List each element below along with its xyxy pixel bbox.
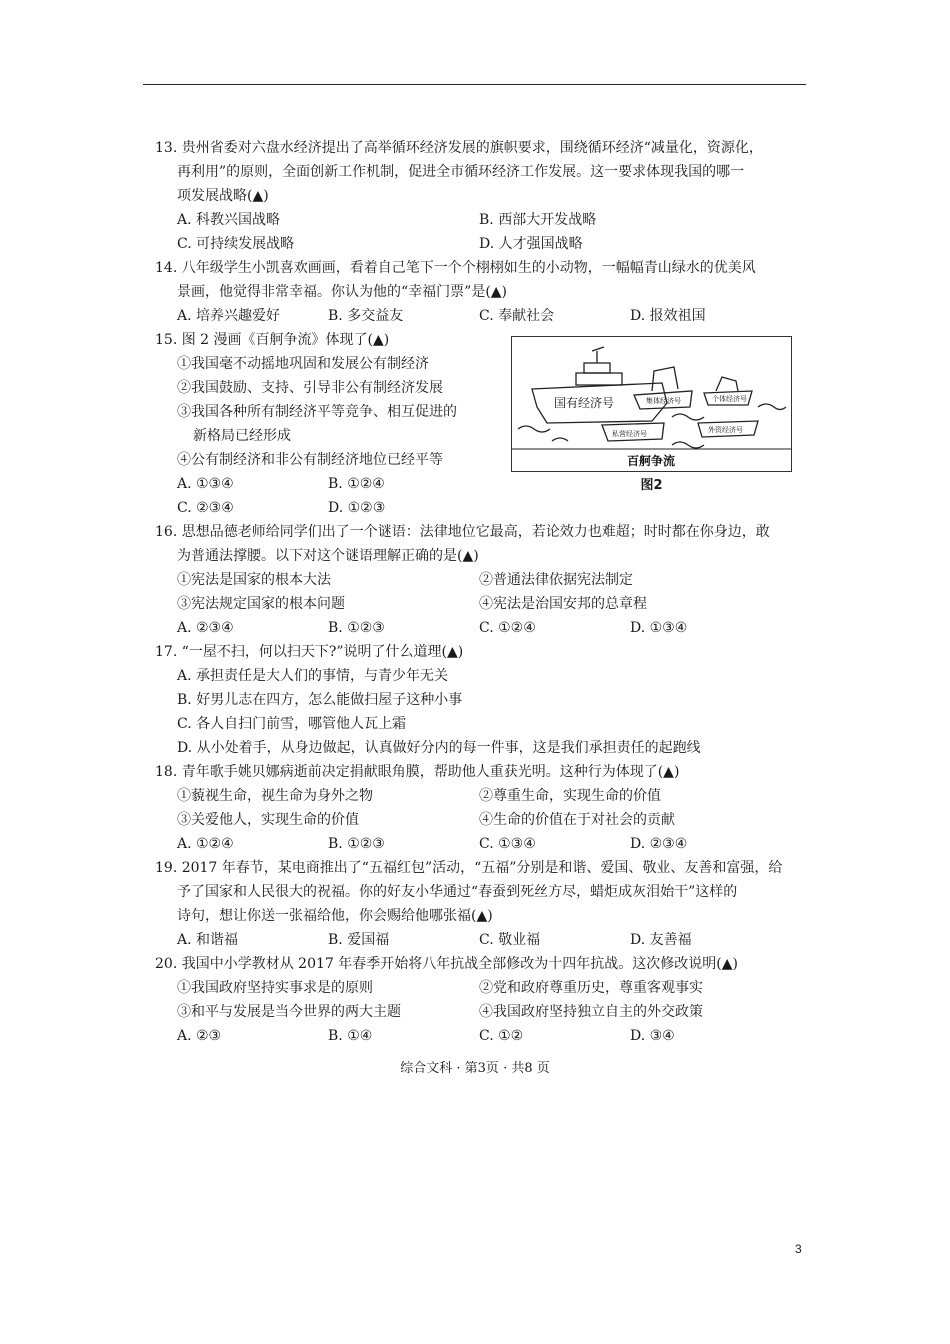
question-text: 再利用”的原则，全面创新工作机制，促进全市循环经济工作发展。这一要求体现我国的哪一: [177, 164, 745, 180]
options-row: [155, 304, 805, 328]
statement: 新格局已经形成: [193, 428, 291, 444]
option-d: D. 友善福: [630, 932, 692, 948]
ship-private-label: 私营经济号: [612, 430, 647, 438]
question-20: [155, 952, 805, 1048]
question-text: 17. “一屋不扫，何以扫天下?”说明了什么道理(▲): [155, 644, 464, 660]
question-text: 15. 图 2 漫画《百舸争流》体现了(▲): [155, 332, 390, 348]
question-19: [155, 856, 805, 952]
option-c: C. ②③④: [177, 500, 234, 516]
statement: ①我国毫不动摇地巩固和发展公有制经济: [177, 356, 429, 372]
wave: [518, 426, 550, 432]
option-c: C. ①②④: [479, 620, 536, 636]
question-text: 19. 2017 年春节，某电商推出了“五福红包”活动，“五福”分别是和谐、爱国、敬业、友善和富强，给: [155, 860, 783, 876]
question-13: [155, 136, 805, 256]
options-row: [155, 832, 805, 856]
option-a: A. ①②④: [177, 836, 234, 852]
option-c: C. 敬业福: [479, 932, 541, 948]
wave: [672, 442, 704, 448]
statement: ④公有制经济和非公有制经济地位已经平等: [177, 452, 443, 468]
option-d: D. 人才强国战略: [479, 236, 583, 252]
option-c: C. ①②: [479, 1028, 524, 1044]
option-c: C. 奉献社会: [479, 308, 555, 324]
ship-collective-label: 集体经济号: [646, 397, 681, 405]
option-b: B. ①②④: [328, 476, 385, 492]
ship-individual-sail: [716, 377, 738, 391]
question-14: [155, 256, 805, 328]
statement: ②普通法律依据宪法制定: [479, 572, 633, 588]
question-text: 14. 八年级学生小凯喜欢画画，看着自己笔下一个个栩栩如生的小动物，一幅幅青山绿水的优美风: [155, 260, 756, 276]
question-text: 20. 我国中小学教材从 2017 年春季开始将八年抗战全部修改为十四年抗战。这次修改说明(▲): [155, 956, 738, 972]
wave: [758, 404, 786, 410]
header-rule: [143, 84, 806, 85]
option-d: D. ①②③: [328, 500, 386, 516]
option-a: A. ②③④: [177, 620, 234, 636]
statements-row: [155, 568, 805, 592]
question-text: 13. 贵州省委对六盘水经济提出了高举循环经济发展的旗帜要求，围绕循环经济“减量化，资源化，: [155, 140, 763, 156]
ship-individual-label: 个体经济号: [712, 395, 747, 403]
ship-foreign-label: 外资经济号: [708, 426, 743, 434]
option-b: B. ①②③: [328, 836, 385, 852]
option-a: A. 和谐福: [177, 932, 239, 948]
option-a: A. ②③: [177, 1028, 222, 1044]
question-16: [155, 520, 805, 640]
statement: ②我国鼓励、支持、引导非公有制经济发展: [177, 380, 443, 396]
question-text: 予了国家和人民很大的祝福。你的好友小华通过“春蚕到死丝方尽，蜡炬成灰泪始干”这样的: [177, 884, 738, 900]
statement: ④宪法是治国安邦的总章程: [479, 596, 647, 612]
statement: ③和平与发展是当今世界的两大主题: [177, 1004, 401, 1020]
ship-main-deck: [576, 373, 622, 385]
statement: ③我国各种所有制经济平等竞争、相互促进的: [177, 404, 457, 420]
statements-row: [155, 784, 805, 808]
wave: [552, 438, 568, 441]
question-text: 为普通法撑腰。以下对这个谜语理解正确的是(▲): [177, 548, 479, 564]
options-row: [155, 208, 805, 232]
option-c: C. 可持续发展战略: [177, 236, 295, 252]
ship-collective-sail: [652, 367, 678, 391]
statements-row: [155, 1000, 805, 1024]
option-b: B. 西部大开发战略: [479, 212, 597, 228]
statements-row: [155, 808, 805, 832]
option-b: B. ①④: [328, 1028, 373, 1044]
options-row: [155, 232, 805, 256]
question-text: 项发展战略(▲): [177, 188, 269, 204]
statement: ④我国政府坚持独立自主的外交政策: [479, 1004, 703, 1020]
statements-row: [155, 976, 805, 1000]
options-row: [155, 496, 805, 520]
option-a: A. 培养兴趣爱好: [177, 308, 281, 324]
question-content: [155, 136, 805, 1048]
option-b: B. 好男儿志在四方，怎么能做扫屋子这种小事: [177, 692, 463, 708]
options-row: [155, 616, 805, 640]
option-d: D. 从小处着手，从身边做起，认真做好分内的每一件事，这是我们承担责任的起跑线: [177, 740, 701, 756]
options-row: [155, 928, 805, 952]
option-a: A. 科教兴国战略: [177, 212, 281, 228]
question-text: 18. 青年歌手姚贝娜病逝前决定捐献眼角膜，帮助他人重获光明。这种行为体现了(▲): [155, 764, 680, 780]
option-c: C. ①③④: [479, 836, 536, 852]
question-text: 诗句，想让你送一张福给他，你会赐给他哪张福(▲): [177, 908, 493, 924]
statement: ①我国政府坚持实事求是的原则: [177, 980, 373, 996]
statements-row: [155, 592, 805, 616]
figure-caption: 图2: [640, 478, 663, 493]
question-17: [155, 640, 805, 760]
option-b: B. 爱国福: [328, 932, 390, 948]
page-footer: 综合文科 · 第3页 · 共8 页: [400, 1061, 550, 1076]
option-d: D. 报效祖国: [630, 308, 706, 324]
ship-main-mast: [592, 347, 604, 363]
statement: ①宪法是国家的根本大法: [177, 572, 331, 588]
figure-cartoon: [511, 336, 792, 472]
option-b: B. ①②③: [328, 620, 385, 636]
question-text: 16. 思想品德老师给同学们出了一个谜语：法律地位它最高，若论效力也难超；时时都在你身边，敢: [155, 524, 770, 540]
options-row: [155, 1024, 805, 1048]
ship-main-label: 国有经济号: [554, 396, 615, 410]
statement: ③关爱他人，实现生命的价值: [177, 812, 359, 828]
statement: ①藐视生命，视生命为身外之物: [177, 788, 373, 804]
question-18: [155, 760, 805, 856]
statement: ②党和政府尊重历史，尊重客观事实: [479, 980, 703, 996]
wave: [672, 414, 704, 420]
option-a: A. ①③④: [177, 476, 234, 492]
ship-main-bridge: [584, 363, 610, 373]
option-d: D. ②③④: [630, 836, 688, 852]
question-text: 景画，他觉得非常幸福。你认为他的“幸福门票”是(▲): [177, 284, 508, 300]
page-number: 3: [795, 1242, 802, 1256]
option-b: B. 多交益友: [328, 308, 404, 324]
statement: ③宪法规定国家的根本问题: [177, 596, 345, 612]
statement: ④生命的价值在于对社会的贡献: [479, 812, 675, 828]
figure-title: 百舸争流: [626, 454, 676, 468]
statement: ②尊重生命，实现生命的价值: [479, 788, 661, 804]
option-c: C. 各人自扫门前雪，哪管他人瓦上霜: [177, 716, 407, 732]
option-d: D. ①③④: [630, 620, 688, 636]
option-a: A. 承担责任是大人们的事情，与青少年无关: [177, 668, 449, 684]
option-d: D. ③④: [630, 1028, 675, 1044]
cartoon-drawing: [512, 337, 791, 471]
